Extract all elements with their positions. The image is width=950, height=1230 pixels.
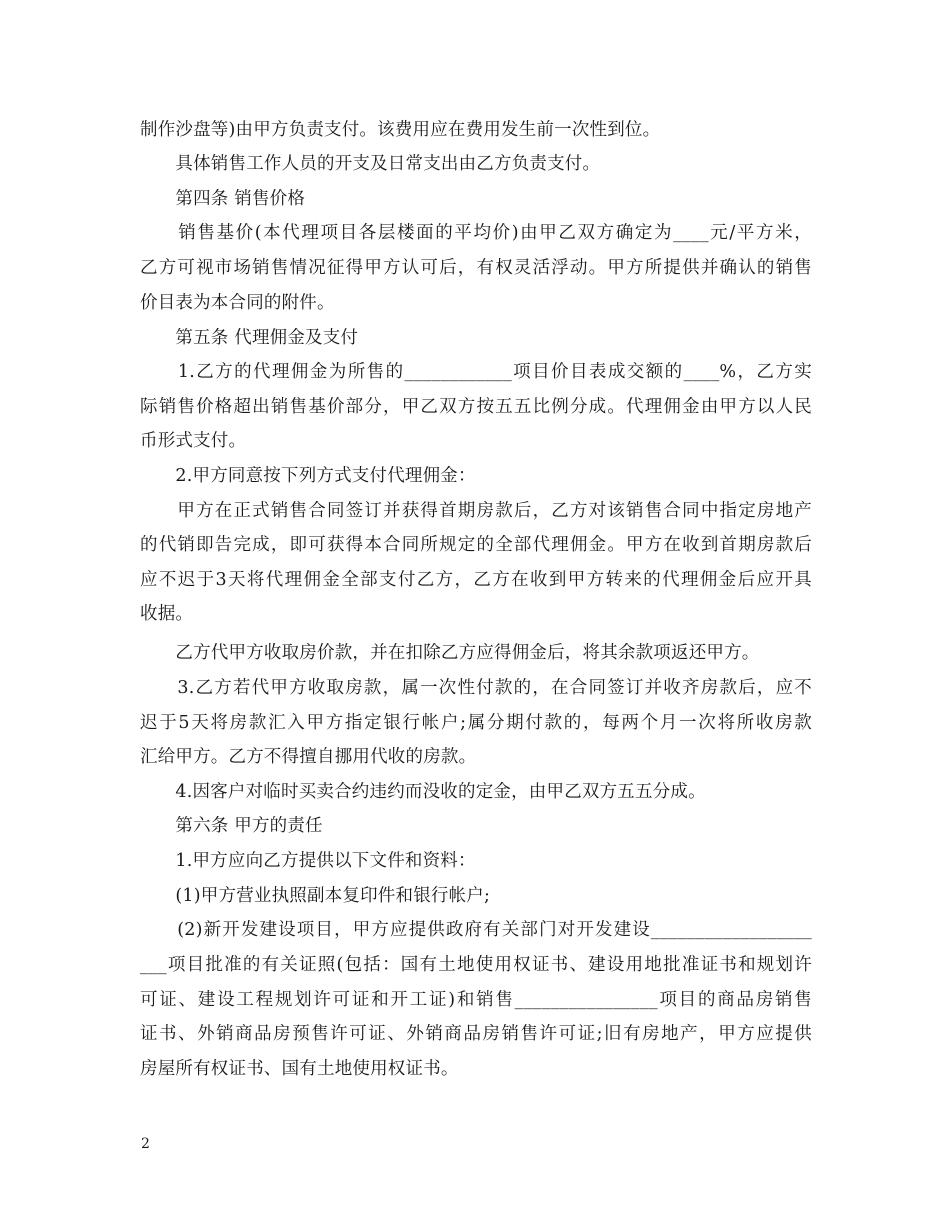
text-line: 迟于5天将房款汇入甲方指定银行帐户;属分期付款的，每两个月一次将所收房款 <box>140 713 812 733</box>
section-heading: 第五条 代理佣金及支付 <box>140 328 359 348</box>
text-line: 房屋所有权证书、国有土地使用权证书。 <box>140 1059 459 1079</box>
text-line: 具体销售工作人员的开支及日常支出由乙方负责支付。 <box>140 154 601 174</box>
text-line: 4.因客户对临时买卖合约违约而没收的定金，由甲乙双方五五分成。 <box>140 782 706 802</box>
text-line: 可证、建设工程规划许可证和开工证)和销售________________项目的商品房销售 <box>140 990 812 1010</box>
text-line: 销售基价(本代理项目各层楼面的平均价)由甲乙双方确定为____元/平方米， <box>140 223 812 243</box>
text-line: 1.乙方的代理佣金为所售的____________项目价目表成交额的____%，乙方实 <box>140 362 812 382</box>
text-line: 乙方代甲方收取房价款，并在扣除乙方应得佣金后，将其余款项返还甲方。 <box>140 643 760 663</box>
text-line: 的代销即告完成，即可获得本合同所规定的全部代理佣金。甲方在收到首期房款后 <box>140 535 812 555</box>
section-heading: 第四条 销售价格 <box>140 189 306 209</box>
text-line: 应不迟于3天将代理佣金全部支付乙方，乙方在收到甲方转来的代理佣金后应开具 <box>140 570 812 590</box>
text-line: 制作沙盘等)由甲方负责支付。该费用应在费用发生前一次性到位。 <box>140 120 661 140</box>
text-line: 3.乙方若代甲方收取房款，属一次性付款的，在合同签订并收齐房款后，应不 <box>140 678 812 698</box>
text-line: ___项目批准的有关证照(包括：国有土地使用权证书、建设用地批准证书和规划许 <box>140 955 812 975</box>
text-line: 汇给甲方。乙方不得擅自挪用代收的房款。 <box>140 747 477 767</box>
text-line: 币形式支付。 <box>140 431 247 451</box>
text-line: 乙方可视市场销售情况征得甲方认可后，有权灵活浮动。甲方所提供并确认的销售 <box>140 258 812 278</box>
text-line: 甲方在正式销售合同签订并获得首期房款后，乙方对该销售合同中指定房地产 <box>140 501 812 521</box>
text-line: 证书、外销商品房预售许可证、外销商品房销售许可证;旧有房地产，甲方应提供 <box>140 1024 812 1044</box>
text-line: 收据。 <box>140 604 194 624</box>
text-line: 价目表为本合同的附件。 <box>140 293 335 313</box>
text-line: 2.甲方同意按下列方式支付代理佣金： <box>140 466 476 486</box>
page-number: 2 <box>141 1136 150 1152</box>
text-line: 际销售价格超出销售基价部分，甲乙双方按五五比例分成。代理佣金由甲方以人民 <box>140 397 812 417</box>
text-line: (1)甲方营业执照副本复印件和银行帐户; <box>140 886 491 906</box>
text-line: (2)新开发建设项目，甲方应提供政府有关部门对开发建设__________________ <box>140 920 812 940</box>
section-heading: 第六条 甲方的责任 <box>140 816 323 836</box>
text-line: 1.甲方应向乙方提供以下文件和资料： <box>140 851 476 871</box>
